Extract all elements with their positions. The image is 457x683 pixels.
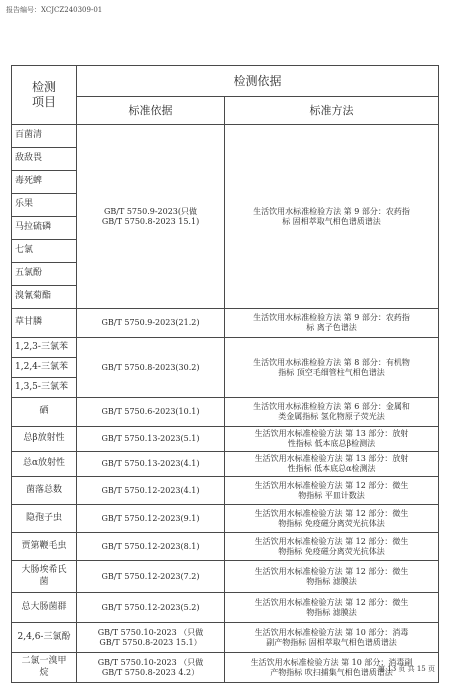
item-name: 马拉硫磷 [12,217,77,240]
standard-method: 生活饮用水标准检验方法 第 6 部分：金属和 类金属指标 氢化物原子荧光法 [225,398,439,427]
standard-method: 生活饮用水标准检验方法 第 12 部分：微生 物指标 滤膜法 [225,561,439,593]
item-name: 大肠埃希氏 菌 [12,561,77,593]
standard-method: 生活饮用水标准检验方法 第 9 部分：农药指 标 固相萃取气相色谱质谱法 [225,125,439,309]
standard-method: 生活饮用水标准检验方法 第 10 部分：消毒 副产物指标 固相萃取气相色谱质谱法 [225,623,439,653]
item-name: 敌敌畏 [12,148,77,171]
item-name: 二氯一溴甲 烷 [12,653,77,683]
standard-basis: GB/T 5750.6-2023(10.1) [77,398,225,427]
standard-basis: GB/T 5750.12-2023(9.1) [77,505,225,533]
header-method: 标准方法 [225,97,439,125]
header-item: 检测 项目 [12,66,77,125]
item-name: 硒 [12,398,77,427]
standard-basis: GB/T 5750.10-2023 （只做 GB/T 5750.8-2023 4.2） [77,653,225,683]
item-name: 贾第鞭毛虫 [12,533,77,561]
standard-method: 生活饮用水标准检验方法 第 12 部分：微生 物指标 平皿计数法 [225,477,439,505]
standard-method: 生活饮用水标准检验方法 第 12 部分：微生 物指标 免疫磁分离荧光抗体法 [225,505,439,533]
header-basis: 检测依据 [77,66,439,97]
standard-method: 生活饮用水标准检验方法 第 12 部分：微生 物指标 滤膜法 [225,593,439,623]
standard-method: 生活饮用水标准检验方法 第 13 部分：放射 性指标 低本底总β检测法 [225,427,439,452]
item-name: 乐果 [12,194,77,217]
report-number: 报告编号：XCJCZ240309-01 [6,6,103,14]
standard-method: 生活饮用水标准检验方法 第 13 部分：放射 性指标 低本底总α检测法 [225,452,439,477]
item-name: 2,4,6-三氯酚 [12,623,77,653]
standard-basis: GB/T 5750.9-2023(21.2) [77,309,225,338]
item-name: 菌落总数 [12,477,77,505]
item-name: 毒死蜱 [12,171,77,194]
item-name: 隐孢子虫 [12,505,77,533]
item-name: 1,2,3-三氯苯 [12,338,77,358]
test-basis-table [11,65,439,683]
header-standard: 标准依据 [77,97,225,125]
standard-method: 生活饮用水标准检验方法 第 8 部分：有机物 指标 顶空毛细管柱气相色谱法 [225,338,439,398]
item-name: 总大肠菌群 [12,593,77,623]
standard-basis: GB/T 5750.13-2023(4.1) [77,452,225,477]
item-name: 百菌清 [12,125,77,148]
standard-basis: GB/T 5750.12-2023(8.1) [77,533,225,561]
item-name: 草甘膦 [12,309,77,338]
standard-basis: GB/T 5750.12-2023(4.1) [77,477,225,505]
standard-basis: GB/T 5750.9-2023(只做 GB/T 5750.8-2023 15.1) [77,125,225,309]
item-name: 1,3,5-三氯苯 [12,378,77,398]
item-name: 五氯酚 [12,263,77,286]
page-footer: 第 13 页 共 15 页 [378,665,435,673]
standard-method: 生活饮用水标准检验方法 第 10 部分：消毒副 产物指标 吹扫捕集气相色谱质谱法 [225,653,439,683]
standard-basis: GB/T 5750.10-2023 （只做 GB/T 5750.8-2023 15.1） [77,623,225,653]
standard-method: 生活饮用水标准检验方法 第 12 部分：微生 物指标 免疫磁分离荧光抗体法 [225,533,439,561]
standard-method: 生活饮用水标准检验方法 第 9 部分：农药指 标 离子色谱法 [225,309,439,338]
standard-basis: GB/T 5750.12-2023(5.2) [77,593,225,623]
standard-basis: GB/T 5750.13-2023(5.1) [77,427,225,452]
standard-basis: GB/T 5750.12-2023(7.2) [77,561,225,593]
item-name: 总β放射性 [12,427,77,452]
item-name: 七氯 [12,240,77,263]
standard-basis: GB/T 5750.8-2023(30.2) [77,338,225,398]
item-name: 1,2,4-三氯苯 [12,358,77,378]
item-name: 溴氰菊酯 [12,286,77,309]
item-name: 总α放射性 [12,452,77,477]
